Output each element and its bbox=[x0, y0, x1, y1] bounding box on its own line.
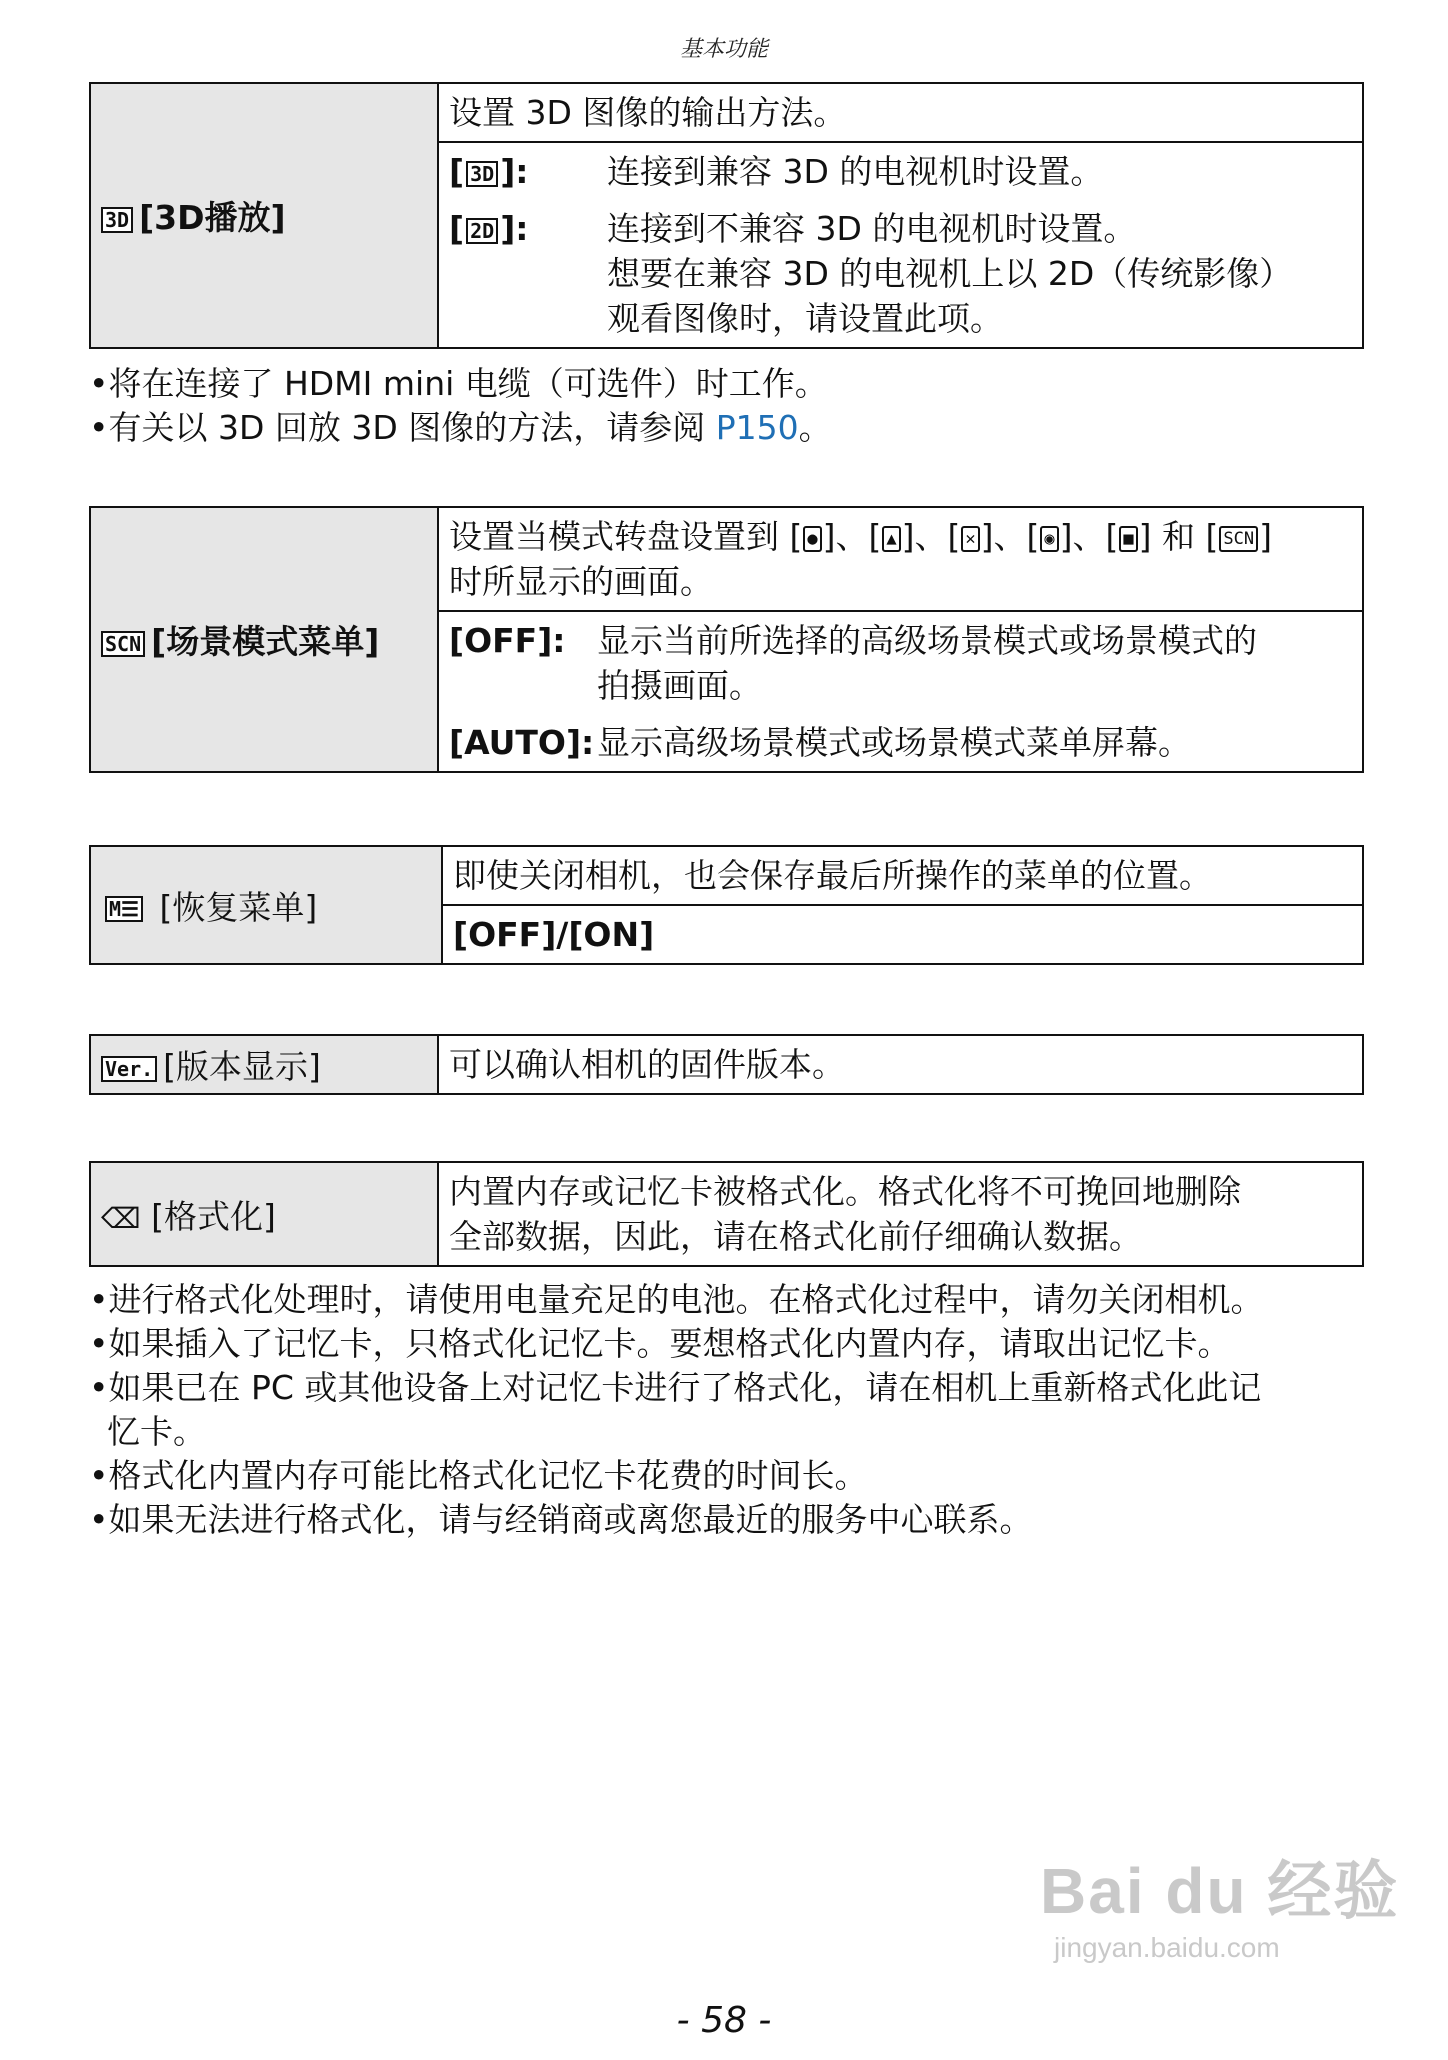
format-desc: 内置内存或记忆卡被格式化。格式化将不可挽回地删除 全部数据，因此，请在格式化前仔细确认数据。 bbox=[438, 1162, 1363, 1266]
note-item: • 格式化内置内存可能比格式化记忆卡花费的时间长。 bbox=[89, 1456, 868, 1495]
format-label-cell bbox=[90, 1162, 438, 1266]
version-desc: 可以确认相机的固件版本。 bbox=[438, 1035, 1363, 1094]
resume-label-cell bbox=[90, 846, 442, 964]
note-item: • 有关以 3D 回放 3D 图像的方法，请参阅 P150。 bbox=[89, 408, 832, 447]
playback3d-desc: 设置 3D 图像的输出方法。 bbox=[438, 83, 1363, 142]
resume-label: [恢复菜单] bbox=[159, 887, 318, 927]
playback3d-opt2: [ 2D ]: 连接到不兼容 3D 的电视机时设置。 想要在兼容 3D 的电视机上以 2D（传统影像） 观看图像时，请设置此项。 bbox=[438, 200, 1363, 348]
night-portrait-mode-icon: ■ bbox=[1119, 526, 1137, 552]
playback3d-opt1: [ 3D ]: 连接到兼容 3D 的电视机时设置。 bbox=[438, 142, 1363, 200]
note-item: • 如果已在 PC 或其他设备上对记忆卡进行了格式化，请在相机上重新格式化此记 bbox=[89, 1368, 1262, 1407]
format-icon: ⌫ bbox=[101, 1201, 141, 1235]
scene-off-key: [OFF]: bbox=[449, 621, 566, 660]
playback3d-notes bbox=[89, 362, 1379, 450]
scene-table bbox=[89, 506, 1364, 773]
resume-desc: 即使关闭相机，也会保存最后所操作的菜单的位置。 bbox=[442, 846, 1363, 905]
playback3d-label: [3D播放] bbox=[139, 198, 286, 237]
resume-options: [OFF]/[ON] bbox=[442, 905, 1363, 964]
scene-label-cell bbox=[90, 507, 438, 772]
playback3d-opt2-line2: 想要在兼容 3D 的电视机上以 2D（传统影像） bbox=[607, 254, 1293, 293]
portrait-mode-icon: ● bbox=[803, 526, 821, 552]
playback3d-opt2-line1: 连接到不兼容 3D 的电视机时设置。 bbox=[607, 209, 1137, 248]
version-label-cell bbox=[90, 1035, 438, 1094]
note-item: • 将在连接了 HDMI mini 电缆（可选件）时工作。 bbox=[89, 364, 828, 403]
format-table bbox=[89, 1161, 1364, 1267]
closeup-mode-icon: ◉ bbox=[1040, 526, 1058, 552]
2d-mode-icon: 2D bbox=[466, 218, 498, 244]
page-number: - 58 - bbox=[676, 2000, 772, 2041]
scene-auto-option: [AUTO]: 显示高级场景模式或场景模式菜单屏幕。 bbox=[438, 714, 1363, 772]
sports-mode-icon: ✕ bbox=[961, 526, 979, 552]
3d-mode-icon: 3D bbox=[466, 161, 498, 187]
version-table bbox=[89, 1034, 1364, 1095]
page-header: 基本功能 bbox=[679, 37, 768, 62]
watermark-logo: Bai du 经验 bbox=[1040, 1855, 1400, 1927]
3d-icon: 3D bbox=[101, 207, 133, 233]
page-link-p150[interactable]: P150 bbox=[715, 408, 799, 447]
resume-table bbox=[89, 845, 1364, 965]
menu-resume-icon: M☰ bbox=[105, 896, 143, 922]
scenery-mode-icon: ▲ bbox=[882, 526, 900, 552]
playback3d-table bbox=[89, 82, 1364, 349]
scene-desc-line2: 时所显示的画面。 bbox=[449, 562, 713, 601]
playback3d-opt1-text: 连接到兼容 3D 的电视机时设置。 bbox=[607, 152, 1104, 191]
playback3d-opt2-line3: 观看图像时，请设置此项。 bbox=[607, 299, 1003, 338]
scene-off-option: [OFF]: 显示当前所选择的高级场景模式或场景模式的 拍摄画面。 bbox=[438, 611, 1363, 714]
playback3d-label-cell bbox=[90, 83, 438, 348]
format-label: [格式化] bbox=[151, 1196, 276, 1236]
note-item: • 如果无法进行格式化，请与经销商或离您最近的服务中心联系。 bbox=[89, 1500, 1033, 1539]
scene-desc: 设置当模式转盘设置到 [ ● ]、[ ▲ ]、[ ✕ ]、[ ◉ ]、[ ■ ] 和 [ SCN ] 时所显示的画面。 bbox=[438, 507, 1363, 611]
version-label: [版本显示] bbox=[163, 1047, 321, 1086]
format-notes bbox=[89, 1278, 1379, 1542]
watermark-url: jingyan.baidu.com bbox=[1054, 1932, 1280, 1963]
version-icon: Ver. bbox=[101, 1056, 157, 1082]
note-item: • 如果插入了记忆卡，只格式化记忆卡。要想格式化内置内存，请取出记忆卡。 bbox=[89, 1324, 1231, 1363]
note-item: • 进行格式化处理时，请使用电量充足的电池。在格式化过程中，请勿关闭相机。 bbox=[89, 1280, 1264, 1319]
note-item-continued: 忆卡。 bbox=[107, 1412, 206, 1451]
scn-mode-icon: SCN bbox=[1219, 526, 1258, 552]
baidu-watermark bbox=[1040, 1840, 1399, 1964]
scene-auto-key: [AUTO]: bbox=[449, 723, 595, 762]
scn-icon: SCN bbox=[101, 631, 145, 657]
scene-label: [场景模式菜单] bbox=[151, 622, 380, 661]
